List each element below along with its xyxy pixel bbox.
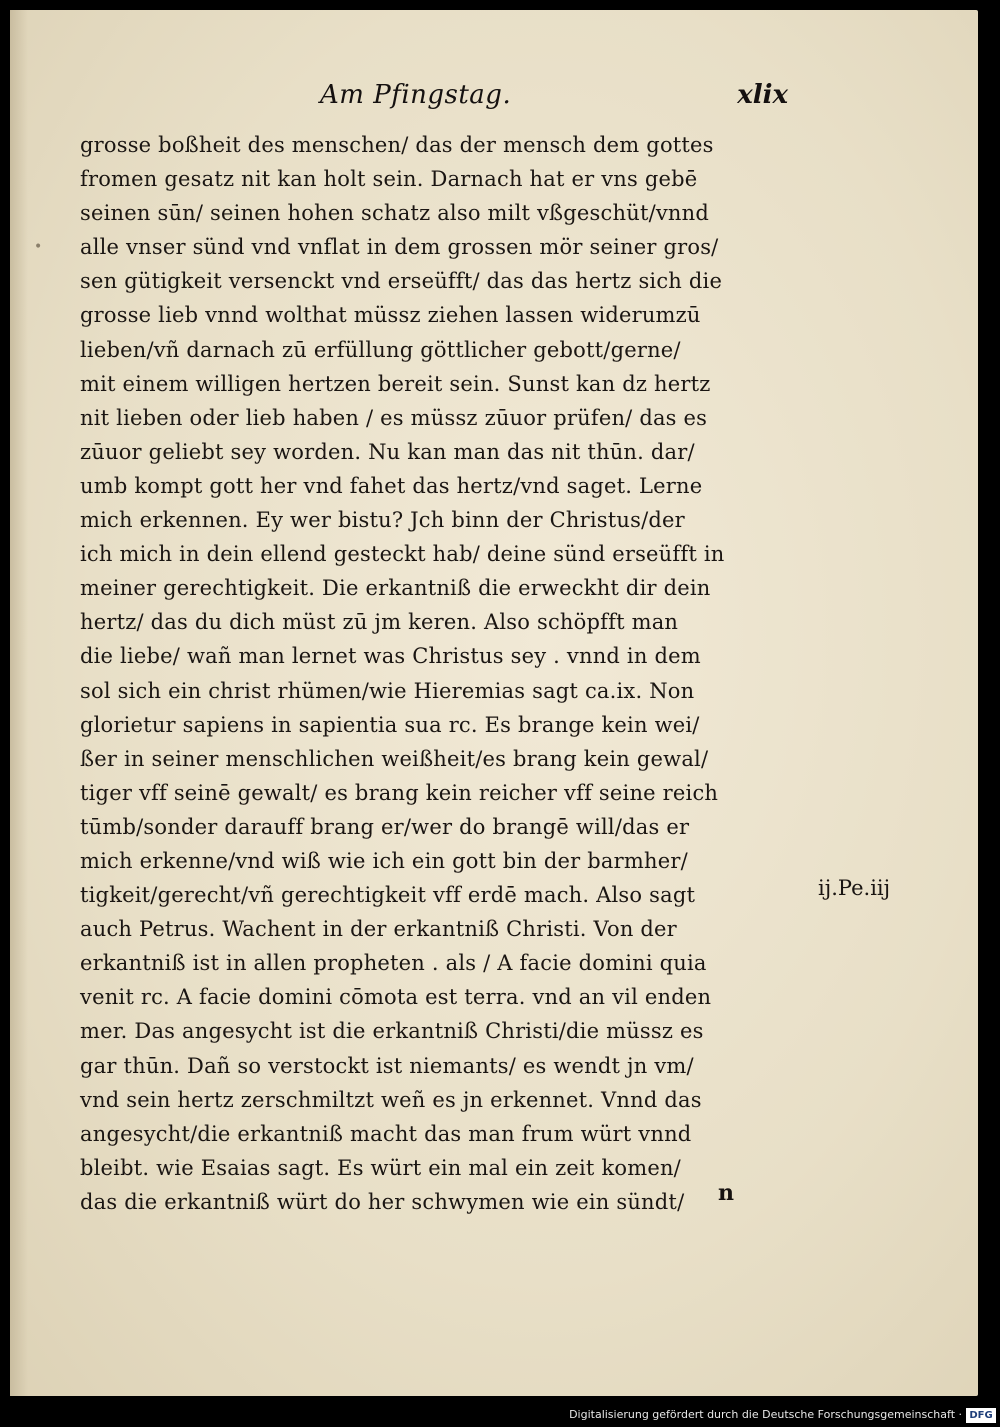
text-line: lieben/vñ darnach zū erfüllung göttlicher gebott/gerne/ [80, 337, 681, 362]
running-head: Am Pfingstag. [320, 80, 512, 110]
text-line: glorietur sapiens in sapientia sua rc. Es brange kein wei/ [80, 712, 700, 737]
page-gutter-shadow [10, 10, 28, 1396]
margin-mark: • [34, 239, 43, 255]
text-line: bleibt. wie Esaias sagt. Es würt ein mal ein zeit komen/ [80, 1155, 681, 1180]
text-line: erkantniß ist in allen propheten . als / A facie domini quia [80, 951, 707, 976]
text-line: nit lieben oder lieb haben / es müssz zūuor prüfen/ das es [80, 405, 708, 430]
text-line: sen gütigkeit versenckt vnd erseüfft/ das das hertz sich die [80, 269, 723, 294]
text-line: grosse boßheit des menschen/ das der mensch dem gottes [80, 133, 714, 157]
signature-mark: n [718, 1180, 734, 1206]
text-line: ßer in seiner menschlichen weißheit/es brang kein gewal/ [80, 746, 709, 771]
text-line: die liebe/ wañ man lernet was Christus sey . vnnd in dem [80, 644, 701, 669]
footer-bar [0, 1406, 1000, 1427]
dfg-logo: DFG [966, 1408, 996, 1423]
text-line: seinen sūn/ seinen hohen schatz also milt vßgeschüt/vnnd [80, 201, 710, 226]
text-line: das die erkantniß würt do her schwymen wie ein sündt/ [80, 1189, 685, 1214]
folio-number: xlix [737, 80, 788, 110]
text-line: hertz/ das du dich müst zū jm keren. Also schöpfft man [80, 610, 679, 635]
text-line: angesycht/die erkantniß macht das man frum würt vnnd [80, 1121, 692, 1146]
text-line: auch Petrus. Wachent in der erkantniß Christi. Von der [80, 917, 677, 942]
text-line: alle vnser sünd vnd vnflat in dem grossen mör seiner gros/ [80, 235, 719, 260]
text-line: ich mich in dein ellend gesteckt hab/ deine sünd erseüfft in [80, 542, 725, 567]
text-line: vnd sein hertz zerschmiltzt weñ es jn erkennet. Vnnd das [80, 1087, 702, 1112]
text-line: tigkeit/gerecht/vñ gerechtigkeit vff erdē mach. Also sagt [80, 883, 696, 908]
book-page [10, 10, 978, 1396]
text-line: gar thūn. Dañ so verstockt ist niemants/ es wendt jn vm/ [80, 1053, 694, 1078]
text-line: mich erkenne/vnd wiß wie ich ein gott bin der barmher/ [80, 848, 688, 873]
text-line: grosse lieb vnnd wolthat müssz ziehen lassen widerumzū [80, 303, 701, 328]
marginal-reference: ij.Pe.iij [818, 876, 891, 900]
text-line: mit einem willigen hertzen bereit sein. Sunst kan dz hertz [80, 371, 711, 396]
text-line: fromen gesatz nit kan holt sein. Darnach hat er vns gebē [80, 167, 698, 192]
text-line: mich erkennen. Ey wer bistu? Jch binn der Christus/der [80, 508, 685, 533]
text-line: zūuor geliebt sey worden. Nu kan man das nit thūn. dar/ [80, 439, 695, 464]
text-line: tiger vff seinē gewalt/ es brang kein reicher vff seine reich [80, 780, 719, 805]
text-line: meiner gerechtigkeit. Die erkantniß die erweckht dir dein [80, 576, 711, 601]
text-line: venit rc. A facie domini cōmota est terra. vnd an vil enden [80, 985, 712, 1010]
text-line: mer. Das angesycht ist die erkantniß Christi/die müssz es [80, 1019, 704, 1044]
text-line: tūmb/sonder darauff brang er/wer do brangē will/das er [80, 814, 690, 839]
text-line: umb kompt gott her vnd fahet das hertz/vnd saget. Lerne [80, 473, 703, 498]
body-text [80, 128, 815, 1219]
funding-credit: Digitalisierung gefördert durch die Deutsche Forschungsgemeinschaft · [569, 1408, 962, 1421]
text-line: sol sich ein christ rhümen/wie Hieremias sagt ca.ix. Non [80, 678, 695, 703]
